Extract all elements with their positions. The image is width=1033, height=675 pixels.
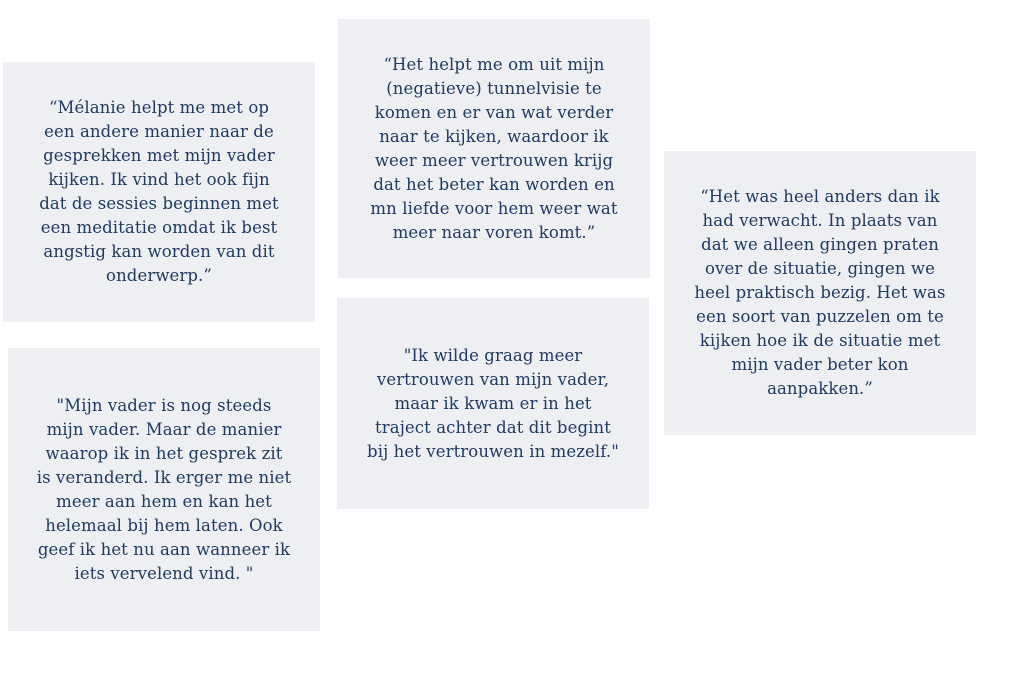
testimonial-card (664, 151, 976, 435)
testimonial-quote: “Het was heel anders dan ik had verwacht. In plaats van dat we alleen gingen praten over de situatie, gingen we heel praktisch bezig. Het was een soort van puzzelen om te kijken hoe ik de situatie met mijn vader beter kon aanpakken.” (694, 187, 946, 398)
testimonial-quote: “Het helpt me om uit mijn (negatieve) tunnelvisie te komen en er van wat verder naar te kijken, waardoor ik weer meer vertrouwen krijg dat het beter kan worden en mn liefde voor hem weer wat meer naar voren komt.” (370, 54, 618, 242)
testimonial-quote: "Ik wilde graag meer vertrouwen van mijn vader, maar ik kwam er in het traject achter dat dit begint bij het vertrouwen in mezelf." (367, 345, 619, 461)
testimonial-card (3, 62, 315, 322)
testimonial-card (338, 19, 650, 278)
testimonial-quote: “Mélanie helpt me met op een andere manier naar de gesprekken met mijn vader kijken. Ik vind het ook fijn dat de sessies beginnen met een meditatie omdat ik best angstig kan worden van dit onderwerp.” (39, 98, 279, 285)
testimonial-card (8, 348, 320, 631)
testimonial-card (337, 298, 649, 509)
testimonial-quote: "Mijn vader is nog steeds mijn vader. Maar de manier waarop ik in het gesprek zit is veranderd. Ik erger me niet meer aan hem en kan het helemaal bij hem laten. Ook geef ik het nu aan wanneer ik iets vervelend vind. " (36, 395, 292, 583)
